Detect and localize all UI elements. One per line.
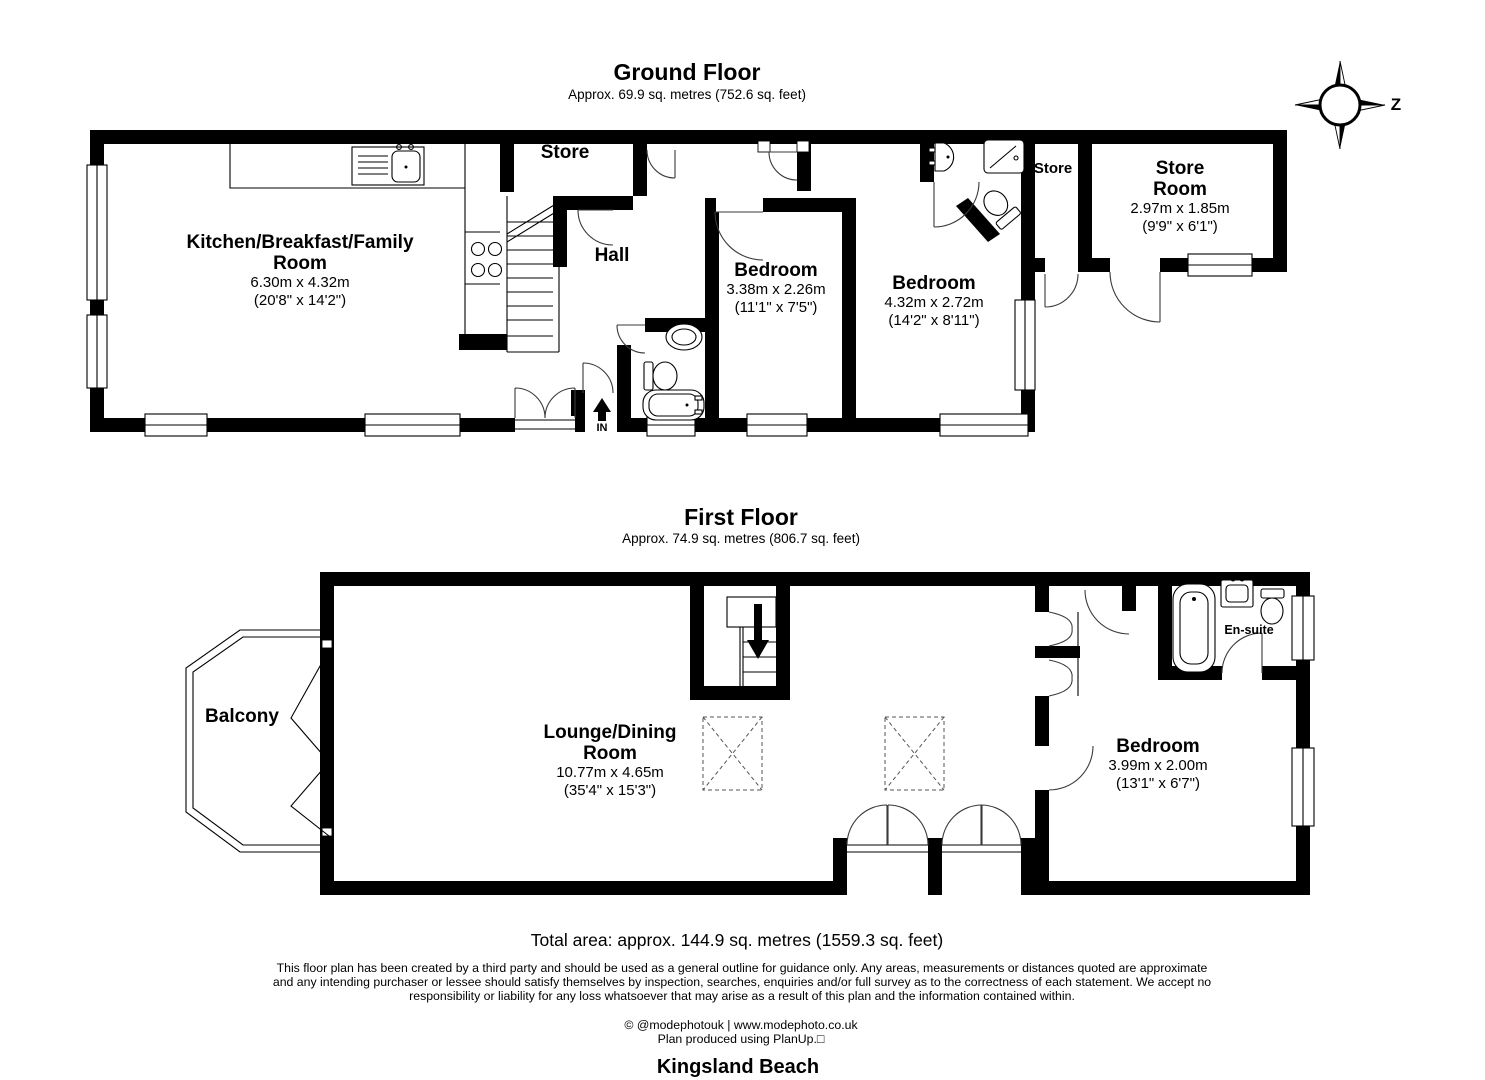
room-label-store-top: Store: [540, 142, 590, 163]
room-dim-imperial: (35'4" x 15'3"): [563, 781, 657, 799]
room-name: Bedroom: [1116, 736, 1200, 757]
window: [1015, 300, 1035, 390]
room-dim-metric: 3.99m x 2.00m: [1108, 757, 1208, 774]
window: [365, 414, 460, 436]
room-dim-metric: 2.97m x 1.85m: [1130, 200, 1230, 217]
ground-floor-title: Ground Floor: [613, 59, 761, 85]
window: [87, 315, 107, 388]
room-dim-imperial: (9'9" x 6'1"): [1142, 217, 1218, 235]
window: [940, 414, 1028, 436]
room-dim-metric: 4.32m x 2.72m: [884, 294, 984, 311]
room-label-ff-bedroom: [1108, 736, 1207, 792]
room-dim-imperial: (13'1" x 6'7"): [1116, 774, 1200, 792]
ground-floor-doors: [515, 150, 1160, 418]
entrance-label: IN: [596, 422, 608, 434]
property-name: Kingsland Beach: [656, 1056, 820, 1078]
basin-icon: [935, 143, 954, 171]
room-dim-metric: 10.77m x 4.65m: [556, 764, 664, 781]
window: [87, 165, 107, 300]
compass-direction-label: Z: [1390, 95, 1402, 114]
room-name: Bedroom: [892, 273, 976, 294]
compass-icon: [1295, 61, 1385, 149]
disclaimer-line: and any intending purchaser or lessee should satisfy themselves by inspection, searches, enquiries and/or full survey as to the correctness of each statement. We accept no: [272, 975, 1212, 989]
window: [1292, 748, 1314, 826]
room-label-bedroom1: [726, 260, 825, 316]
ground-floor-subtitle: Approx. 69.9 sq. metres (752.6 sq. feet): [568, 87, 806, 102]
staircase-icon: [507, 196, 559, 352]
room-label-hall: Hall: [594, 245, 630, 266]
room-name: Store Room: [1153, 158, 1207, 200]
room-label-store-corridor: Store: [1033, 160, 1073, 177]
room-label-kitchen: [165, 232, 435, 309]
room-label-balcony: Balcony: [205, 706, 279, 727]
room-label-lounge: [518, 722, 703, 799]
room-dim-imperial: (20'8" x 14'2"): [253, 291, 347, 309]
first-floor-walls: [320, 572, 1310, 895]
credit-text: © @modephotouk | www.modephoto.co.uk: [624, 1018, 858, 1032]
toilet-icon: [653, 362, 677, 390]
room-label-ensuite: En-suite: [1224, 623, 1274, 637]
room-name: Bedroom: [734, 260, 818, 281]
room-label-bedroom2: [884, 273, 983, 329]
room-name: Lounge/Dining Room: [543, 722, 677, 764]
room-label-store-room: [1130, 158, 1229, 235]
room-name: Kitchen/Breakfast/Family Room: [186, 232, 414, 274]
toilet-icon: [1261, 598, 1283, 624]
first-floor-title: First Floor: [684, 504, 798, 530]
window: [1292, 596, 1314, 660]
disclaimer-line: responsibility or liability for any loss whatsoever that may arise as a result of this plan and the information contained within.: [409, 989, 1075, 1003]
basin-icon: [666, 324, 702, 350]
bathroom-fixtures: [643, 324, 704, 420]
room-dim-metric: 3.38m x 2.26m: [726, 281, 826, 298]
first-floor-plan: [186, 572, 1314, 895]
total-area-text: Total area: approx. 144.9 sq. metres (1559.3 sq. feet): [530, 930, 944, 950]
balcony-outline: [186, 630, 334, 852]
room-dim-metric: 6.30m x 4.32m: [250, 274, 350, 291]
disclaimer-line: This floor plan has been created by a third party and should be used as a general outline for guidance only. Any areas, measurements or distances quoted are approximate: [276, 961, 1208, 975]
hob-icon: [472, 243, 502, 277]
first-floor-subtitle: Approx. 74.9 sq. metres (806.7 sq. feet): [622, 531, 860, 546]
rooflight-icon: [703, 717, 762, 790]
staircase-down-icon: [727, 597, 776, 686]
rooflight-icons: [703, 717, 944, 790]
produced-text: Plan produced using PlanUp.□: [657, 1032, 825, 1046]
window: [1188, 254, 1252, 276]
window: [747, 414, 807, 436]
down-arrow-icon: [747, 640, 769, 659]
window: [145, 414, 207, 436]
room-dim-imperial: (14'2" x 8'11"): [888, 311, 980, 329]
room-dim-imperial: (11'1" x 7'5"): [734, 298, 818, 316]
rooflight-icon: [885, 717, 944, 790]
